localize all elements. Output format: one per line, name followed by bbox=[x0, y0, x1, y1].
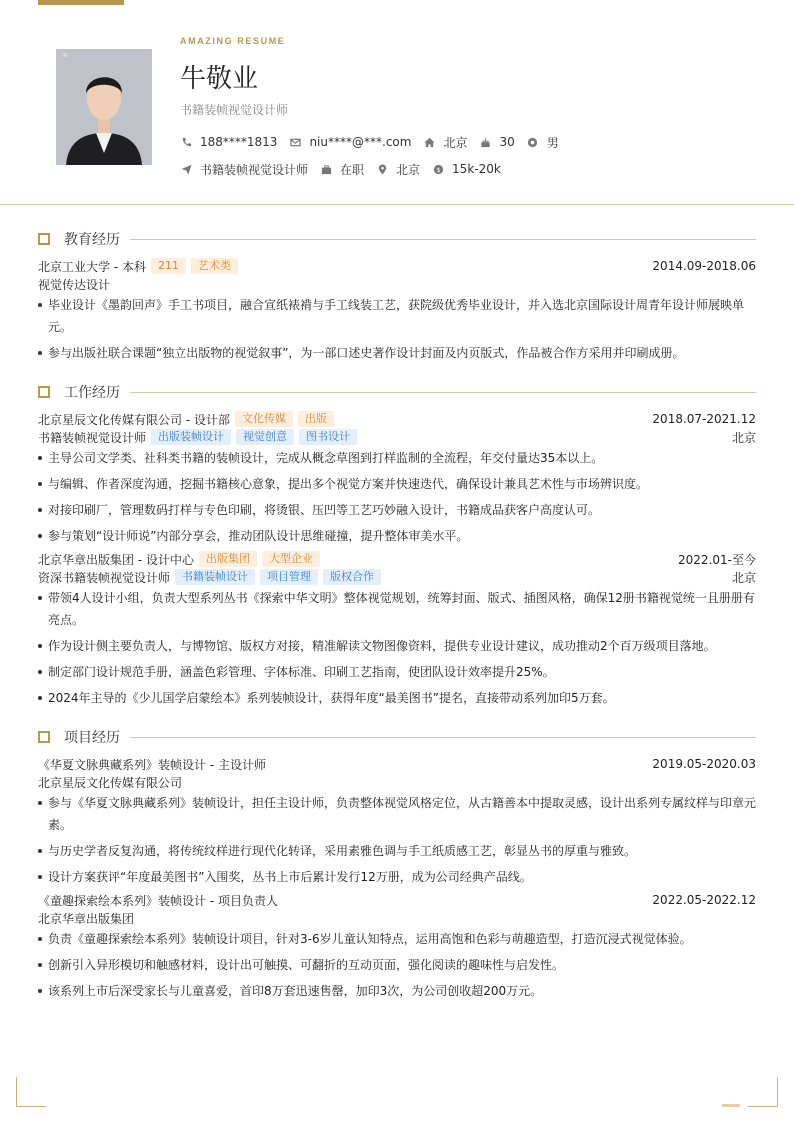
send-icon bbox=[180, 163, 192, 175]
svg-text:$: $ bbox=[436, 165, 441, 174]
project-bullet: 该系列上市后深受家长与儿童喜爱，首印8万套迅速售罄，加印3次，为公司创收超200万元。 bbox=[38, 980, 756, 1002]
contact-row bbox=[180, 134, 571, 150]
resume-header bbox=[0, 0, 794, 205]
company-tag: 出版集团 bbox=[199, 551, 257, 567]
home-text: 北京 bbox=[443, 135, 468, 150]
job-bullet: 2024年主导的《少儿国学启蒙绘本》系列装帧设计，获得年度“最美图书”提名，直接带动系列加印5万套。 bbox=[38, 687, 756, 709]
skill-tag: 图书设计 bbox=[299, 429, 357, 445]
job-status-item bbox=[320, 161, 364, 178]
phone-item bbox=[180, 135, 277, 149]
job-bullet: 参与策划“设计师说”内部分享会，推动团队设计思维碰撞，提升整体审美水平。 bbox=[38, 525, 756, 547]
corner-ornament bbox=[16, 1077, 46, 1107]
company-name: 北京华章出版集团 - 设计中心 bbox=[38, 552, 194, 567]
target-city-item bbox=[376, 161, 420, 178]
project-org: 北京华章出版集团 bbox=[38, 911, 135, 926]
phone-text: 188****1813 bbox=[200, 135, 278, 149]
location-pin-icon bbox=[376, 163, 388, 175]
section-marker-icon bbox=[38, 233, 50, 245]
age-text: 30 bbox=[499, 135, 515, 149]
home-icon bbox=[423, 136, 435, 148]
salary-icon bbox=[432, 163, 444, 175]
phone-icon bbox=[180, 136, 192, 148]
project-date: 2022.05-2022.12 bbox=[652, 893, 756, 907]
section-title: 工作经历 bbox=[64, 385, 120, 401]
briefcase-icon bbox=[320, 163, 332, 175]
project-name: 《童趣探索绘本系列》装帧设计 - 项目负责人 bbox=[38, 893, 278, 908]
job-bullet: 主导公司文学类、社科类书籍的装帧设计，完成从概念草图到打样监制的全流程，年交付量达35本以上。 bbox=[38, 447, 756, 469]
projects-section-header bbox=[38, 728, 756, 746]
job-bullet: 作为设计侧主要负责人，与博物馆、版权方对接，精准解读文物图像资料，提供专业设计建议，成功推动2个百万级项目落地。 bbox=[38, 635, 756, 657]
work-section-header bbox=[38, 383, 756, 401]
gender-text: 男 bbox=[546, 135, 559, 150]
education-major-row bbox=[38, 276, 756, 292]
section-marker-icon bbox=[38, 386, 50, 398]
corner-ornament bbox=[748, 1077, 778, 1107]
job-bullet: 对接印刷厂，管理数码打样与专色印刷，将烫银、压凹等工艺巧妙融入设计，书籍成品获客户高度认可。 bbox=[38, 499, 756, 521]
email-icon bbox=[289, 136, 301, 148]
section-divider bbox=[130, 392, 756, 393]
school-name: 北京工业大学 - 本科 bbox=[38, 259, 146, 274]
cake-icon bbox=[479, 136, 491, 148]
job-date: 2022.01-至今 bbox=[678, 552, 756, 567]
project-org-row bbox=[38, 774, 756, 790]
job-city: 北京 bbox=[731, 430, 756, 445]
skill-tag: 书籍装帧设计 bbox=[175, 569, 255, 585]
section-title: 项目经历 bbox=[64, 730, 120, 746]
job-company-row bbox=[38, 551, 756, 567]
email-text: niu****@***.com bbox=[309, 135, 412, 149]
footer-accent-bar bbox=[722, 1104, 740, 1107]
target-position-text: 书籍装帧视觉设计师 bbox=[200, 162, 309, 177]
education-entry-header bbox=[38, 258, 756, 274]
target-city-text: 北京 bbox=[396, 162, 421, 177]
job-status-text: 在职 bbox=[340, 162, 365, 177]
salary-item bbox=[432, 162, 501, 176]
candidate-title: 书籍装帧视觉设计师 bbox=[180, 103, 289, 117]
project-bullet: 与历史学者反复沟通，将传统纹样进行现代化转译，采用素雅色调与手工纸质感工艺，彰显丛书的厚重与雅致。 bbox=[38, 840, 756, 862]
email-item bbox=[289, 135, 411, 149]
resume-tagline: AMAZING RESUME bbox=[180, 36, 286, 46]
job-role-row bbox=[38, 429, 756, 445]
section-divider bbox=[130, 737, 756, 738]
skill-tag: 版权合作 bbox=[323, 569, 381, 585]
job-date: 2018.07-2021.12 bbox=[652, 412, 756, 426]
education-tag: 211 bbox=[151, 258, 186, 274]
project-bullet: 负责《童趣探索绘本系列》装帧设计项目，针对3-6岁儿童认知特点，运用高饱和色彩与萌趣造型，打造沉浸式视觉体验。 bbox=[38, 928, 756, 950]
major-name: 视觉传达设计 bbox=[38, 277, 111, 292]
candidate-name: 牛敬业 bbox=[180, 64, 259, 94]
education-section-header bbox=[38, 230, 756, 248]
education-tag: 艺术类 bbox=[191, 258, 238, 274]
skill-tag: 视觉创意 bbox=[236, 429, 294, 445]
skill-tag: 项目管理 bbox=[260, 569, 318, 585]
home-item bbox=[423, 134, 467, 151]
section-marker-icon bbox=[38, 731, 50, 743]
job-bullet: 制定部门设计规范手册，涵盖色彩管理、字体标准、印刷工艺指南，使团队设计效率提升25%。 bbox=[38, 661, 756, 683]
job-company-row bbox=[38, 411, 756, 427]
education-bullet: 毕业设计《墨韵回声》手工书项目，融合宣纸裱褙与手工线装工艺，获院级优秀毕业设计，并入选北京国际设计周青年设计师展映单元。 bbox=[38, 294, 756, 338]
job-role: 资深书籍装帧视觉设计师 bbox=[38, 570, 171, 585]
project-bullet: 参与《华夏文脉典藏系列》装帧设计，担任主设计师，负责整体视觉风格定位，从古籍善本中提取灵感，设计出系列专属纹样与印章元素。 bbox=[38, 792, 756, 836]
target-position-item bbox=[180, 161, 308, 178]
project-date: 2019.05-2020.03 bbox=[652, 757, 756, 771]
education-bullet: 参与出版社联合课题“独立出版物的视觉叙事”，为一部口述史著作设计封面及内页版式，作品被合作方采用并印刷成册。 bbox=[38, 342, 756, 364]
company-tag: 出版 bbox=[298, 411, 334, 427]
project-header-row bbox=[38, 892, 756, 908]
job-role-row bbox=[38, 569, 756, 585]
job-intent-row bbox=[180, 161, 513, 177]
gender-item bbox=[527, 134, 559, 151]
age-item bbox=[479, 135, 514, 149]
project-org: 北京星辰文化传媒有限公司 bbox=[38, 775, 183, 790]
skill-tag: 出版装帧设计 bbox=[151, 429, 231, 445]
company-tag: 大型企业 bbox=[262, 551, 320, 567]
company-tag: 文化传媒 bbox=[235, 411, 293, 427]
job-city: 北京 bbox=[731, 570, 756, 585]
job-bullet: 与编辑、作者深度沟通，挖掘书籍核心意象，提出多个视觉方案并快速迭代，确保设计兼具艺术性与市场辨识度。 bbox=[38, 473, 756, 495]
salary-text: 15k-20k bbox=[452, 162, 501, 176]
project-header-row bbox=[38, 756, 756, 772]
section-title: 教育经历 bbox=[64, 232, 120, 248]
job-bullet: 带领4人设计小组，负责大型系列丛书《探索中华文明》整体视觉规划，统筹封面、版式、插图风格，确保12册书籍视觉统一且册册有亮点。 bbox=[38, 587, 756, 631]
education-date: 2014.09-2018.06 bbox=[652, 259, 756, 273]
job-role: 书籍装帧视觉设计师 bbox=[38, 430, 147, 445]
company-name: 北京星辰文化传媒有限公司 - 设计部 bbox=[38, 412, 230, 427]
project-org-row bbox=[38, 910, 756, 926]
project-bullet: 设计方案获评“年度最美图书”入围奖，丛书上市后累计发行12万册，成为公司经典产品线。 bbox=[38, 866, 756, 888]
gender-icon bbox=[527, 136, 539, 148]
project-name: 《华夏文脉典藏系列》装帧设计 - 主设计师 bbox=[38, 757, 266, 772]
section-divider bbox=[130, 239, 756, 240]
profile-photo bbox=[56, 49, 152, 165]
project-bullet: 创新引入异形模切和触感材料，设计出可触摸、可翻折的互动页面，强化阅读的趣味性与启发性。 bbox=[38, 954, 756, 976]
